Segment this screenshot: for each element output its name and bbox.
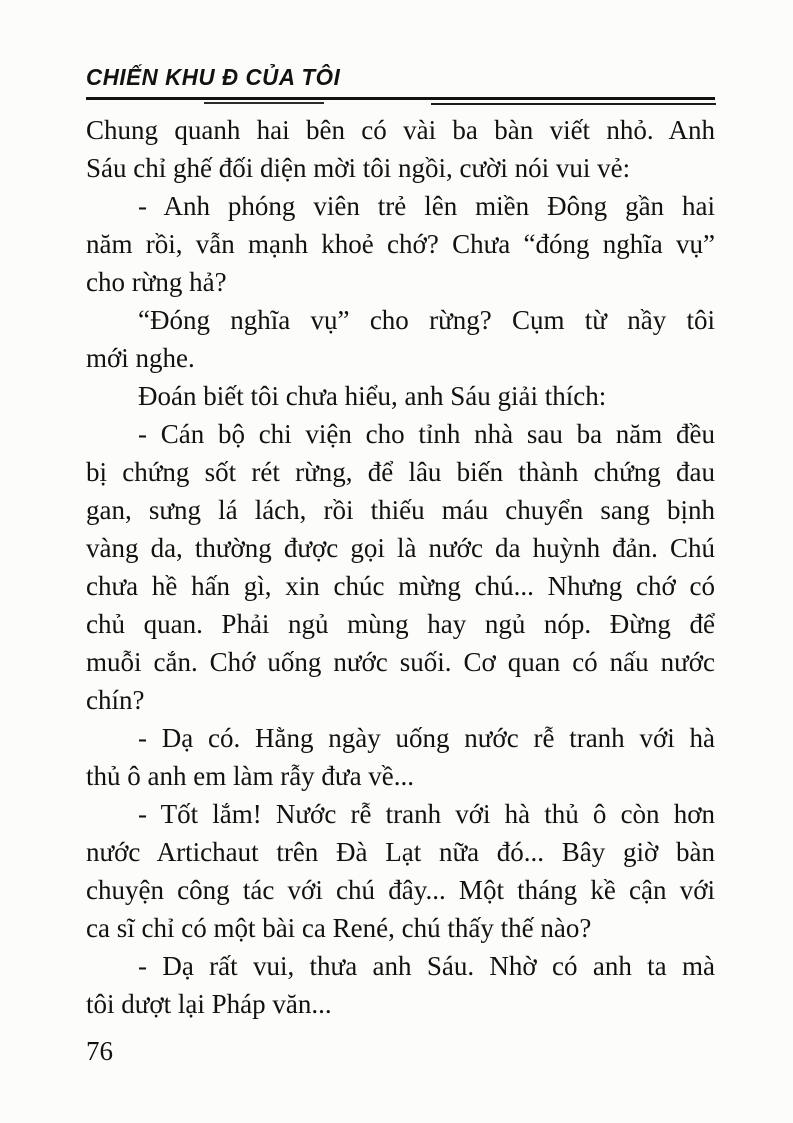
text-line: - Dạ có. Hằng ngày uống nước rễ tranh với hà bbox=[138, 723, 715, 753]
running-title: CHIẾN KHU Đ CỦA TÔI bbox=[86, 64, 341, 90]
text-line: gan, sưng lá lách, rồi thiếu máu chuyển sang bịnh bbox=[86, 495, 715, 525]
text-line: thủ ô anh em làm rẫy đưa về... bbox=[86, 761, 415, 791]
text-line: - Tốt lắm! Nước rễ tranh với hà thủ ô còn hơn bbox=[138, 799, 715, 829]
page-header bbox=[86, 62, 715, 100]
text-line: - Cán bộ chi viện cho tỉnh nhà sau ba năm đều bbox=[138, 419, 715, 449]
paragraph bbox=[86, 947, 715, 1023]
text-line: - Dạ rất vui, thưa anh Sáu. Nhờ có anh ta mà bbox=[138, 951, 715, 981]
paragraph bbox=[86, 301, 715, 377]
text-line: Sáu chỉ ghế đối diện mời tôi ngồi, cười nói vui vẻ: bbox=[86, 153, 631, 183]
text-line: cho rừng hả? bbox=[86, 267, 227, 297]
text-line: vàng da, thường được gọi là nước da huỳnh đản. Chú bbox=[86, 533, 715, 563]
text-line: tôi dượt lại Pháp văn... bbox=[86, 989, 332, 1019]
paragraph bbox=[86, 795, 715, 947]
paragraph bbox=[86, 111, 715, 187]
text-line: bị chứng sốt rét rừng, để lâu biến thành chứng đau bbox=[86, 457, 715, 487]
text-line: muỗi cắn. Chớ uống nước suối. Cơ quan có nấu nước bbox=[86, 647, 715, 677]
header-rule-scan-artifact bbox=[204, 102, 324, 104]
text-line: - Anh phóng viên trẻ lên miền Đông gần hai bbox=[138, 191, 715, 221]
paragraph bbox=[86, 377, 715, 415]
text-line: Đoán biết tôi chưa hiểu, anh Sáu giải thích: bbox=[138, 381, 607, 411]
text-line: “Đóng nghĩa vụ” cho rừng? Cụm từ nầy tôi bbox=[138, 305, 715, 335]
page-number: 76 bbox=[86, 1036, 113, 1066]
text-line: chủ quan. Phải ngủ mùng hay ngủ nóp. Đừng để bbox=[86, 609, 715, 639]
text-line: năm rồi, vẫn mạnh khoẻ chớ? Chưa “đóng nghĩa vụ” bbox=[86, 229, 715, 259]
text-line: Chung quanh hai bên có vài ba bàn viết nhỏ. Anh bbox=[86, 115, 715, 145]
header-rule bbox=[86, 97, 715, 100]
header-rule-scan-artifact bbox=[431, 103, 716, 105]
paragraph bbox=[86, 415, 715, 719]
page-body bbox=[86, 111, 715, 1023]
paragraph bbox=[86, 719, 715, 795]
text-line: ca sĩ chỉ có một bài ca René, chú thấy thế nào? bbox=[86, 913, 592, 943]
text-line: chuyện công tác với chú đây... Một tháng kề cận với bbox=[86, 875, 715, 905]
text-line: nước Artichaut trên Đà Lạt nữa đó... Bây giờ bàn bbox=[86, 837, 715, 867]
paragraph bbox=[86, 187, 715, 301]
text-line: chưa hề hấn gì, xin chúc mừng chú... Nhưng chớ có bbox=[86, 571, 715, 601]
text-line: mới nghe. bbox=[86, 343, 195, 373]
text-line: chín? bbox=[86, 685, 145, 715]
